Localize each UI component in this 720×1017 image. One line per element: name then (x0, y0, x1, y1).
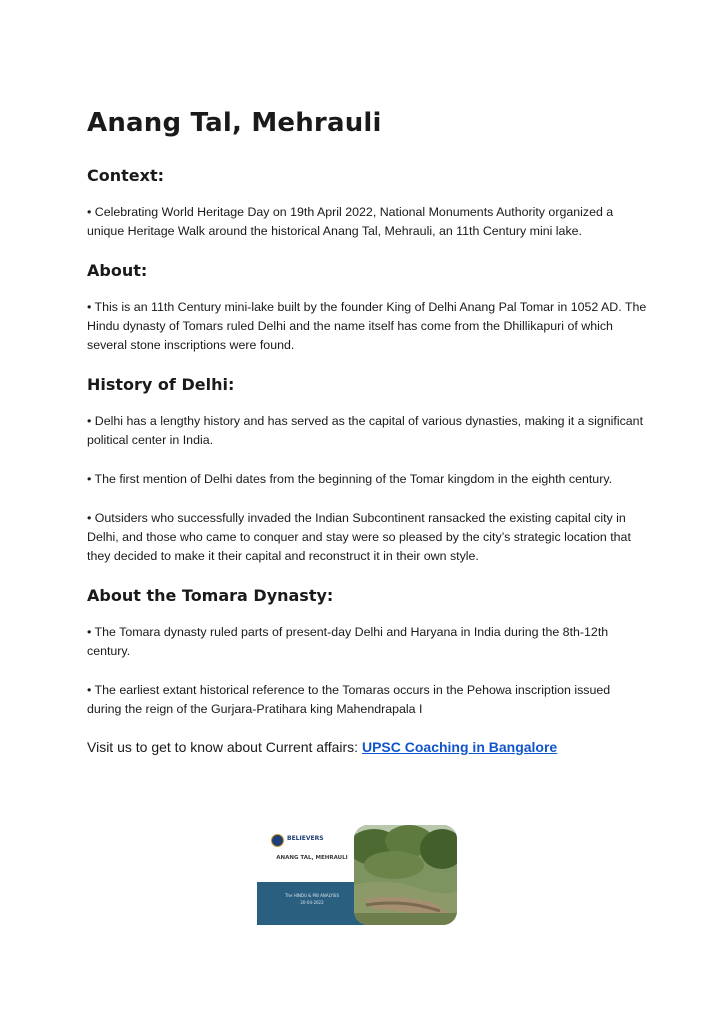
paragraph: • The Tomara dynasty ruled parts of present-day Delhi and Haryana in India during the 8th-12th century. (87, 625, 609, 658)
believers-logo (271, 834, 341, 848)
section-heading: History of Delhi: (87, 375, 235, 394)
section-tomara (87, 586, 647, 719)
paragraph: • The earliest extant historical reference to the Tomaras occurs in the Pehowa inscription issued during the reign of the Gurjara-Pratihara king Mahendrapala I (87, 683, 611, 716)
paragraph: • The first mention of Delhi dates from the beginning of the Tomar kingdom in the eighth century. (87, 472, 613, 486)
document-title: Anang Tal, Mehrauli (87, 108, 382, 138)
thumbnail-subtitle: The HINDU & PIB ANALYSIS (284, 893, 340, 898)
section-heading: About the Tomara Dynasty: (87, 586, 334, 605)
logo-emblem-icon (271, 834, 284, 847)
upsc-coaching-link[interactable]: UPSC Coaching in Bangalore (361, 739, 558, 755)
call-to-action (87, 739, 647, 755)
section-context (87, 166, 647, 241)
article-thumbnail (257, 825, 457, 925)
cta-text: Visit us to get to know about Current affairs: (87, 739, 362, 755)
paragraph: • Celebrating World Heritage Day on 19th April 2022, National Monuments Authority organized a unique Heritage Walk around the historical Anang Tal, Mehrauli, an 11th Century mini lake. (87, 205, 614, 238)
thumbnail-title: ANANG TAL, MEHRAULI (276, 855, 348, 861)
thumbnail-card (257, 825, 367, 882)
section-heading: Context: (87, 166, 164, 185)
logo-text: BELIEVERS (287, 835, 324, 842)
lake-photo-illustration (354, 825, 457, 925)
thumbnail-banner (257, 882, 367, 925)
thumbnail-date: 20-04-2022 (300, 900, 324, 905)
section-about (87, 261, 647, 355)
paragraph: • This is an 11th Century mini-lake built by the founder King of Delhi Anang Pal Tomar in 1052 AD. The Hindu dynasty of Tomars ruled Delhi and the name itself has come from the Dhillikapuri of which several stone inscriptions were found. (87, 300, 647, 352)
document-page (87, 100, 647, 755)
section-heading: About: (87, 261, 148, 280)
lake-photo (354, 825, 457, 925)
paragraph: • Outsiders who successfully invaded the Indian Subcontinent ransacked the existing capital city in Delhi, and those who came to conquer and stay were so pleased by the city’s strategic location that they decided to make it their capital and reconstruct it in their own style. (87, 511, 631, 563)
paragraph: • Delhi has a lengthy history and has served as the capital of various dynasties, making it a significant political center in India. (87, 414, 644, 447)
section-history (87, 375, 647, 566)
